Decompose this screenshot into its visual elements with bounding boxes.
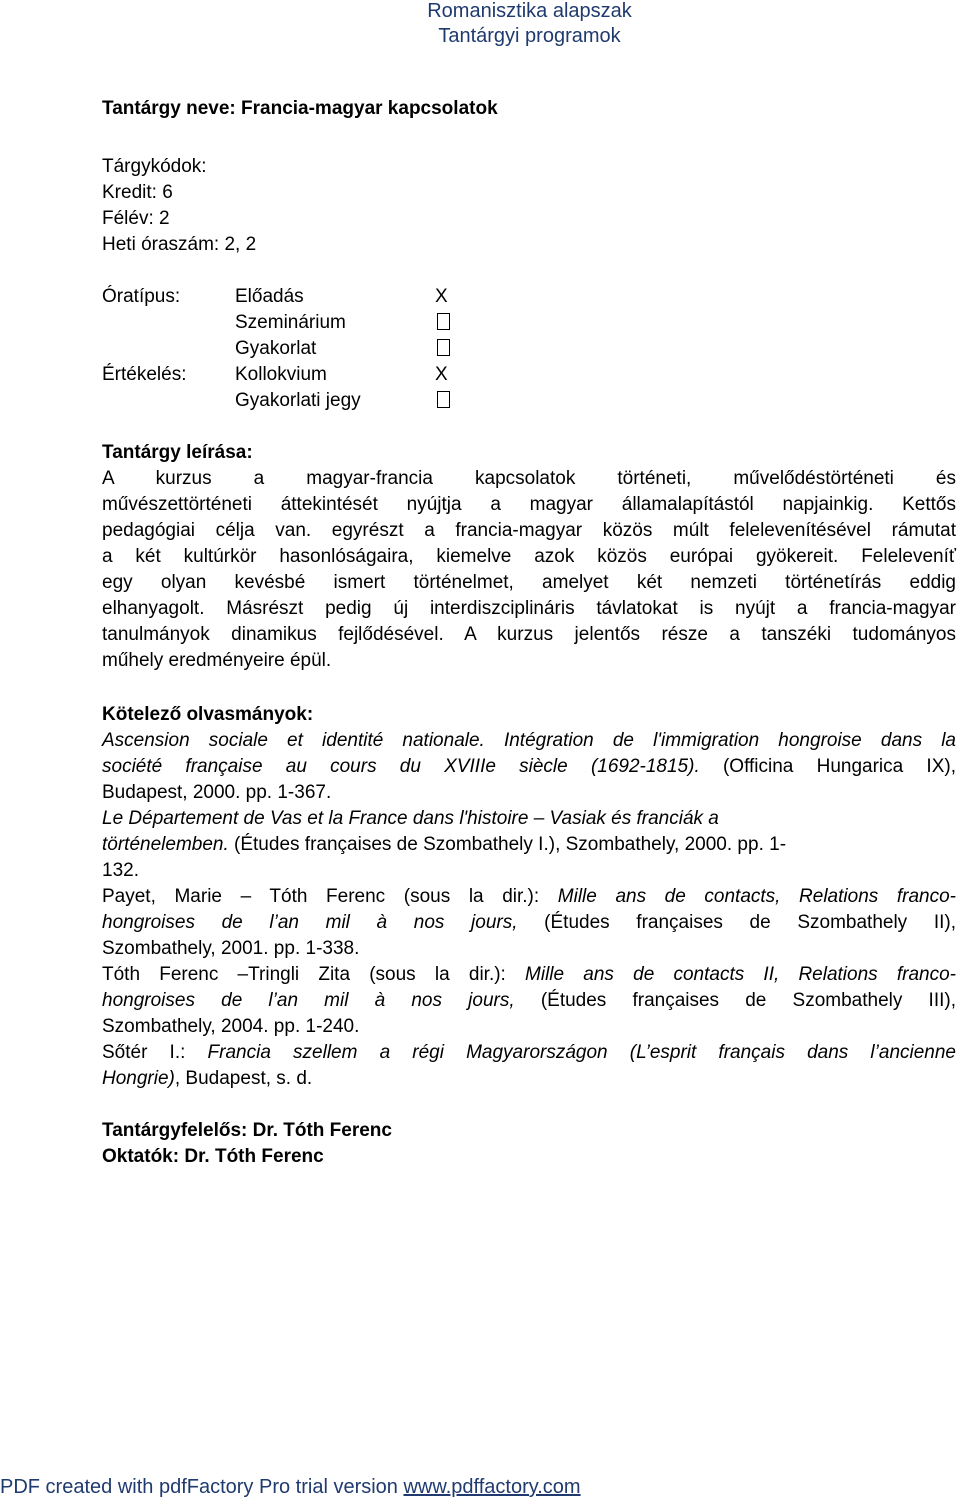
responsible-section [102, 1118, 956, 1170]
course-meta [102, 154, 956, 258]
description-line: művészettörténeti áttekintését nyújtja a magyar államalapítástól napjainkig. Kettős [102, 494, 956, 515]
reading-3-line-1 [102, 884, 956, 910]
header-line-1: Romanisztika alapszak [427, 0, 632, 22]
evaluation-label: Értékelés: [102, 364, 187, 385]
reading-2-line-1: Le Département de Vas et la France dans l'histoire – Vasiak és franciák a [102, 808, 719, 829]
reading-2-title: történelemben. [102, 834, 229, 855]
reading-1-line-2 [102, 754, 956, 780]
reading-3-authors: Payet, Marie – Tóth Ferenc (sous la dir.): [102, 886, 558, 907]
description-section [102, 440, 956, 674]
course-type-table [102, 284, 956, 414]
reading-4-line-1 [102, 962, 956, 988]
reading-5-author: Sőtér I.: [102, 1042, 208, 1063]
eval-practical-grade: Gyakorlati jegy [235, 390, 361, 411]
course-instructors: Oktatók: Dr. Tóth Ferenc [102, 1146, 324, 1167]
reading-4-authors: Tóth Ferenc –Tringli Zita (sous la dir.): [102, 964, 526, 985]
subject-codes: Tárgykódok: [102, 156, 207, 177]
reading-4-series: (Études françaises de Szombathely III), [514, 990, 956, 1011]
description-line: tanulmányok dinamikus fejlődésével. A kurzus jelentős része a tanszéki tudományos [102, 624, 956, 645]
pdf-footer [0, 1476, 581, 1499]
reading-2-series: (Études françaises de Szombathely I.), Szombathely, 2000. pp. 1- [228, 834, 787, 855]
checkbox-icon [435, 388, 450, 414]
reading-1-series: (Officina Hungarica IX), [699, 756, 956, 777]
credits: Kredit: 6 [102, 182, 173, 203]
description-heading: Tantárgy leírása: [102, 442, 253, 463]
weekly-hours: Heti óraszám: 2, 2 [102, 234, 257, 255]
reading-3-line-2 [102, 910, 956, 936]
reading-4-line-3: Szombathely, 2004. pp. 1-240. [102, 1016, 360, 1037]
description-line: műhely eredményeire épül. [102, 650, 332, 671]
reading-2-line-3: 132. [102, 860, 139, 881]
reading-1-line-1: Ascension sociale et identité nationale. Intégration de l'immigration hongroise dans la [102, 730, 956, 751]
reading-5-publication: , Budapest, s. d. [174, 1068, 313, 1089]
description-line: elhanyagolt. Másrészt pedig új interdiszciplináris távlatokat is nyújt a francia-magyar [102, 598, 956, 619]
reading-1-line-3: Budapest, 2000. pp. 1-367. [102, 782, 332, 803]
reading-3-series: (Études françaises de Szombathely II), [517, 912, 956, 933]
footer-text: PDF created with pdfFactory Pro trial version [0, 1476, 404, 1498]
reading-3-title: Mille ans de contacts, Relations franco- [557, 886, 956, 907]
type-lecture: Előadás [235, 286, 304, 307]
description-line: a két kultúrkör hasonlóságaira, kiemelve azok közös európai gyökereit. Feleleveníť [102, 546, 956, 567]
reading-3-title-cont: hongroises de l’an mil à nos jours, [102, 912, 518, 933]
reading-3-line-3: Szombathely, 2001. pp. 1-338. [102, 938, 360, 959]
course-title: Tantárgy neve: Francia-magyar kapcsolatok [102, 98, 498, 119]
checkbox-icon [435, 336, 450, 362]
description-line: egy olyan kevésbé ismert történelmet, amelyet két nemzeti történetírás eddig [102, 572, 956, 593]
readings-heading: Kötelező olvasmányok: [102, 704, 314, 725]
reading-1-title: société française au cours du XVIIIe siècle (1692-1815). [102, 756, 700, 777]
page-content [102, 96, 956, 122]
eval-colloquium: Kollokvium [235, 364, 327, 385]
checkbox-icon [435, 310, 450, 336]
description-line: pedagógiai célja van. egyrészt a francia-magyar közös múlt felelevenítésével rámutat [102, 520, 956, 541]
type-seminar: Szeminárium [235, 312, 346, 333]
class-type-label: Óratípus: [102, 286, 181, 307]
type-practice: Gyakorlat [235, 338, 317, 359]
semester: Félév: 2 [102, 208, 170, 229]
header-line-2: Tantárgyi programok [438, 25, 621, 47]
reading-5-title: Francia szellem a régi Magyarországon (L’esprit français dans l’ancienne [207, 1042, 956, 1063]
reading-4-title: Mille ans de contacts II, Relations franco- [525, 964, 956, 985]
reading-4-title-cont: hongroises de l’an mil à nos jours, [102, 990, 515, 1011]
eval-colloquium-mark: X [435, 364, 448, 385]
course-responsible: Tantárgyfelelős: Dr. Tóth Ferenc [102, 1120, 392, 1141]
description-line: A kurzus a magyar-francia kapcsolatok történeti, művelődéstörténeti és [102, 468, 956, 489]
reading-5-line-1 [102, 1040, 956, 1066]
reading-5-line-2 [102, 1066, 956, 1092]
reading-2-line-2 [102, 832, 956, 858]
readings-section [102, 702, 956, 1092]
type-lecture-mark: X [435, 286, 448, 307]
reading-5-title-cont: Hongrie) [102, 1068, 175, 1089]
footer-link[interactable]: www.pdffactory.com [403, 1476, 581, 1498]
reading-4-line-2 [102, 988, 956, 1014]
